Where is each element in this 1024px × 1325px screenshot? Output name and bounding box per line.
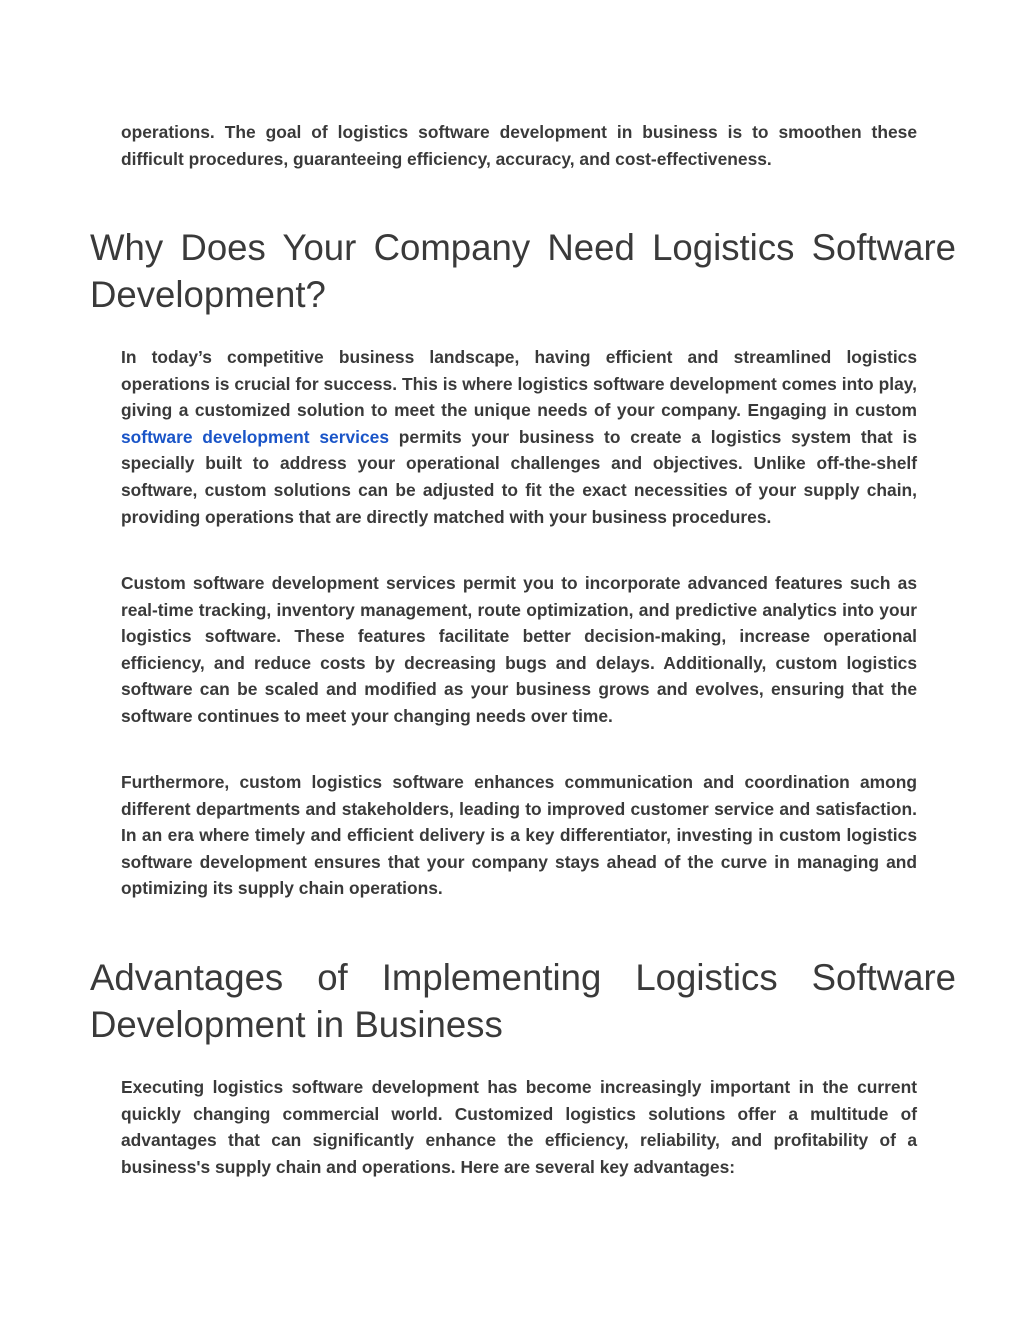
- intro-paragraph: operations. The goal of logistics software development in business is to smoothen these difficult procedures, guaranteeing efficiency, accuracy, and cost-effectiveness.: [121, 122, 917, 169]
- section2-paragraph-1: Executing logistics software development has become increasingly important in the current quickly changing commercial world. Customized logistics solutions offer a multitude of advantages that can significantly enhance the efficiency, reliability, and profitability of a business's supply chain and operations. Here are several key advantages:: [121, 1077, 917, 1177]
- section-heading-advantages: Advantages of Implementing Logistics Software Development in Business: [90, 957, 956, 1045]
- section1-paragraph-1-text-b: permits your business to create a logistics system that is specially built to address your operational challenges and objectives. Unlike off-the-shelf software, custom solutions can be adjusted to fit the exact necessities of your supply chain, providing operations that are directly matched with your business procedures.: [121, 426, 917, 527]
- section-heading-why-logistics: Why Does Your Company Need Logistics Software Development?: [90, 227, 956, 315]
- software-development-services-link[interactable]: software development services: [121, 426, 389, 447]
- section1-paragraph-1-text-a: In today’s competitive business landscape, having efficient and streamlined logistics operations is crucial for success. This is where logistics software development comes into play, giving a customized solution to meet the unique needs of your company. Engaging in custom: [121, 347, 917, 421]
- section1-paragraph-3: Furthermore, custom logistics software enhances communication and coordination among different departments and stakeholders, leading to improved customer service and satisfaction. In an era where timely and efficient delivery is a key differentiator, investing in custom logistics software development ensures that your company stays ahead of the curve in managing and optimizing its supply chain operations.: [121, 772, 917, 899]
- section1-paragraph-1: [121, 344, 917, 530]
- section1-paragraph-2: Custom software development services permit you to incorporate advanced features such as real-time tracking, inventory management, route optimization, and predictive analytics into your logistics software. These features facilitate better decision-making, increase operational efficiency, and reduce costs by decreasing bugs and delays. Additionally, custom logistics software can be scaled and modified as your business grows and evolves, ensuring that the software continues to meet your changing needs over time.: [121, 573, 917, 726]
